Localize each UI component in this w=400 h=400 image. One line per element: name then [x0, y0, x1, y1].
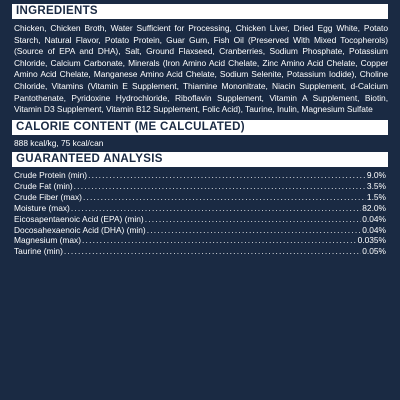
guaranteed-analysis-section	[12, 152, 388, 257]
analysis-label: Docosahexaenoic Acid (DHA) (min)	[14, 224, 146, 235]
dot-leader	[71, 203, 361, 214]
analysis-row-taurine	[14, 246, 388, 257]
analysis-value: 0.05%	[362, 246, 386, 257]
analysis-row-magnesium	[14, 235, 388, 246]
dot-leader	[145, 214, 362, 225]
dot-leader	[82, 235, 357, 246]
analysis-label: Moisture (max)	[14, 202, 70, 213]
analysis-row-epa	[14, 214, 388, 225]
calorie-content-section	[12, 120, 388, 149]
analysis-value: 0.035%	[357, 235, 386, 246]
analysis-table	[12, 167, 388, 257]
guaranteed-analysis-heading: GUARANTEED ANALYSIS	[12, 152, 388, 167]
analysis-value: 9.0%	[366, 170, 386, 180]
analysis-label: Magnesium (max)	[14, 235, 82, 246]
analysis-value: 0.04%	[362, 213, 386, 224]
dot-leader	[74, 181, 366, 192]
analysis-value: 1.5%	[366, 191, 386, 202]
calorie-content-heading: CALORIE CONTENT (ME CALCULATED)	[12, 120, 388, 135]
analysis-row-crude-protein	[14, 170, 388, 181]
analysis-label: Eicosapentaenoic Acid (EPA) (min)	[14, 213, 144, 224]
analysis-label: Crude Fat (min)	[14, 180, 73, 191]
analysis-row-crude-fiber	[14, 192, 388, 203]
calorie-content-value: 888 kcal/kg, 75 kcal/can	[14, 138, 104, 148]
analysis-row-crude-fat	[14, 181, 388, 192]
dot-leader	[88, 170, 366, 181]
ingredients-heading: INGREDIENTS	[12, 4, 388, 19]
analysis-label: Taurine (min)	[14, 246, 63, 257]
dot-leader	[83, 192, 366, 203]
analysis-row-dha	[14, 225, 388, 236]
analysis-value: 0.04%	[362, 224, 386, 235]
dot-leader	[147, 225, 362, 236]
ingredients-list: Chicken, Chicken Broth, Water Sufficient for Processing, Chicken Liver, Dried Egg White, Potato Starch, Natural Flavor, Potato Protein, Guar Gum, Fish Oil (Preserved With Mixed Tocopherols) (Source of EPA and DHA), Salt, Ground Flaxseed, Cranberries, Sodium Phosphate, Potassium Chloride, Calcium Carbonate, Minerals (Iron Amino Acid Chelate, Zinc Amino Acid Chelate, Copper Amino Acid Chelate, Manganese Amino Acid Chelate, Sodium Selenite, Potassium Iodide), Choline Chloride, Vitamins (Vitamin E Supplement, Thiamine Mononitrate, Niacin Supplement, d-Calcium Pantothenate, Pyridoxine Hydrochloride, Riboflavin Supplement, Vitamin A Supplement, Biotin, Vitamin D3 Supplement, Vitamin B12 Supplement, Folic Acid), Taurine, Inulin, Magnesium Sulfate	[14, 23, 388, 115]
analysis-row-moisture	[14, 203, 388, 214]
analysis-value: 82.0%	[362, 202, 386, 213]
analysis-label: Crude Protein (min)	[14, 170, 88, 180]
ingredients-section	[12, 4, 388, 116]
analysis-value: 3.5%	[366, 180, 386, 191]
dot-leader	[64, 246, 361, 257]
analysis-label: Crude Fiber (max)	[14, 191, 82, 202]
